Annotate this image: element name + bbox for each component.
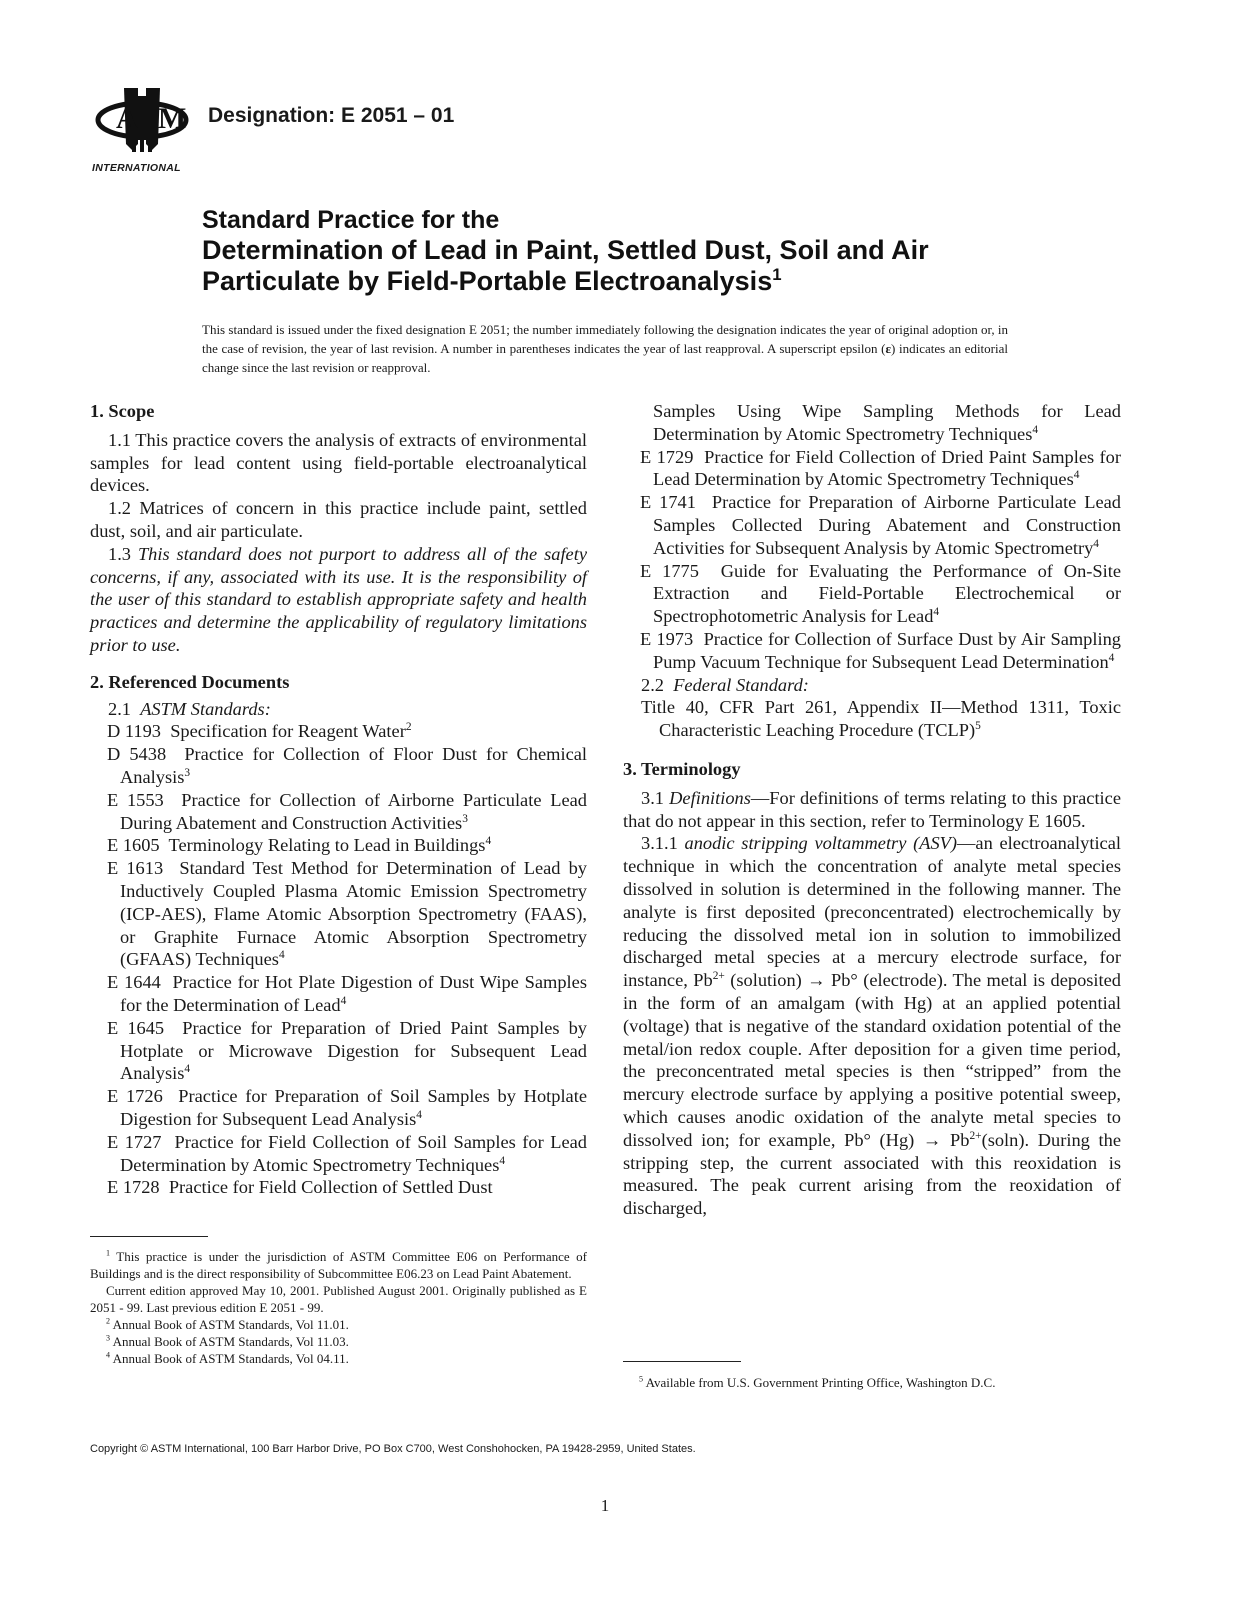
- para-1-3-num: 1.3: [108, 543, 131, 564]
- subsection-2-2: [623, 674, 1121, 697]
- reference-code: E 1775: [640, 560, 699, 581]
- issuance-notice: [202, 320, 1008, 377]
- footnote-mark: 4: [485, 835, 492, 848]
- notice-epsilon: ε: [885, 341, 892, 356]
- reference-entry: [623, 446, 1121, 492]
- footnote-text: Annual Book of ASTM Standards, Vol 04.11.: [112, 1351, 349, 1366]
- reference-title: Practice for Field Collection of Dried Paint Samples for Lead Determination by Atomic Spectrometry Techniques: [653, 446, 1121, 490]
- reference-code: E 1645: [107, 1017, 165, 1038]
- footnote-text: Available from U.S. Government Printing Office, Washington D.C.: [645, 1375, 996, 1390]
- subsection-2-1-num: 2.1: [108, 698, 131, 719]
- footnote-number: 3: [106, 1333, 111, 1343]
- footnote-mark: 4: [933, 606, 940, 619]
- para-3-1-1-text-a: —an electroanalytical technique in which the concentration of analyte metal species dissolved in solution is determined in the following manner. The analyte is first deposited (preconcentrated) electrochemically by reducing the dissolved metal ion in solution to immobilized discharged metal species at a mercury electrode surface, for instance, Pb: [623, 833, 1121, 991]
- subsection-2-1: [90, 698, 587, 721]
- para-1-2: 1.2 Matrices of concern in this practice include paint, settled dust, soil, and air particulate.: [90, 498, 587, 541]
- reference-entry: [90, 1017, 587, 1085]
- footnote-mark: 4: [1093, 537, 1099, 550]
- reference-list-right: [623, 446, 1121, 674]
- title-line-2: Determination of Lead in Paint, Settled Dust, Soil and Air: [202, 235, 929, 265]
- reference-code: E 1726: [107, 1086, 163, 1107]
- reference-code: E 1741: [640, 492, 696, 513]
- footnote-rule-left: [90, 1236, 208, 1237]
- reference-title: Standard Test Method for Determination of Lead by Inductively Coupled Plasma Atomic Emission Spectrometry (ICP-AES), Flame Atomic Absorption Spectrometry (FAAS), or Graphite Furnace Atomic Absorption Spectrometry (GFAAS) Techniques: [120, 858, 587, 970]
- astm-logo: [88, 78, 198, 178]
- title-footnote-mark: 1: [772, 265, 782, 284]
- reference-title: Practice for Collection of Floor Dust for Chemical Analysis: [120, 744, 588, 787]
- para-3-1-num: 3.1: [641, 787, 664, 808]
- right-column: [623, 400, 1121, 1220]
- left-column: [90, 400, 587, 1199]
- subsection-2-1-title: ASTM Standards:: [140, 698, 271, 719]
- footnote: [623, 1374, 1121, 1391]
- reference-title-40-text: Title 40, CFR Part 261, Appendix II—Method 1311, Toxic Characteristic Leaching Procedure (TCLP): [641, 697, 1121, 741]
- reference-title: Practice for Collection of Airborne Particulate Lead During Abatement and Construction Activities: [120, 789, 587, 833]
- charge-superscript: 2+: [969, 1129, 982, 1142]
- svg-text:M: M: [158, 102, 187, 135]
- reference-entry: [90, 743, 587, 789]
- notice-text-1: This standard is issued under the fixed designation E 2051; the number immediately following the designation indicates the year of original adoption or, in the case of revision, the year of last revision. A number in parentheses indicates the year of last reapproval. A superscript epsilon (: [202, 322, 1008, 356]
- reference-code: D 1193: [107, 721, 161, 742]
- para-1-3-text: This standard does not purport to address all of the safety concerns, if any, associated with its use. It is the responsibility of the user of this standard to establish appropriate safety and health practices and determine the applicability of regulatory limitations prior to use.: [90, 543, 587, 655]
- section-1-heading: 1. Scope: [90, 401, 155, 421]
- footnote-mark: 4: [499, 1154, 506, 1167]
- footnote-number: 4: [106, 1350, 111, 1360]
- footnote-text: Annual Book of ASTM Standards, Vol 11.01.: [112, 1317, 349, 1332]
- reference-title: Practice for Collection of Surface Dust by Air Sampling Pump Vacuum Technique for Subsequent Lead Determination: [653, 628, 1121, 672]
- reference-entry: [90, 834, 587, 857]
- reference-code: D 5438: [107, 744, 167, 765]
- logo-text: INTERNATIONAL: [92, 162, 181, 174]
- reference-title: Guide for Evaluating the Performance of On-Site Extraction and Field-Portable Electrochemical or Spectrophotometric Analysis for Lead: [653, 560, 1121, 627]
- designation: Designation: E 2051 – 01: [208, 104, 455, 127]
- svg-text:A: A: [116, 102, 138, 135]
- reference-title: Practice for Preparation of Soil Samples by Hotplate Digestion for Subsequent Lead Analysis: [120, 1086, 587, 1129]
- footnotes-left: [90, 1248, 587, 1367]
- footnote: [90, 1248, 587, 1282]
- footnote-text: This practice is under the jurisdiction of ASTM Committee E06 on Performance of Buildings and is the direct responsibility of Subcommittee E06.23 on Lead Paint Abatement.: [90, 1249, 588, 1281]
- section-2-heading: 2. Referenced Documents: [90, 671, 290, 692]
- document-title: [202, 205, 1062, 297]
- footnote-mark: 5: [975, 720, 981, 733]
- reference-code: E 1613: [107, 858, 164, 879]
- footnote-mark: 4: [184, 1063, 191, 1076]
- title-line-3-text: Particulate by Field-Portable Electroanalysis: [202, 266, 773, 296]
- footnote-number: 5: [639, 1374, 644, 1384]
- footnote-mark: 4: [340, 994, 347, 1007]
- reference-entry: [623, 560, 1121, 628]
- reference-title: Terminology Relating to Lead in Buildings: [168, 835, 486, 856]
- footnote: [90, 1316, 587, 1333]
- footnote-text: Annual Book of ASTM Standards, Vol 11.03.: [112, 1334, 349, 1349]
- para-3-1: [623, 787, 1121, 833]
- footnote-rule-right: [623, 1361, 741, 1362]
- footnote: [90, 1333, 587, 1350]
- para-1-3: [90, 543, 587, 657]
- subsection-2-2-num: 2.2: [641, 674, 664, 695]
- reference-title: Practice for Field Collection of Soil Samples for Lead Determination by Atomic Spectrometry Techniques: [120, 1131, 587, 1175]
- footnote-number: 2: [106, 1316, 111, 1326]
- footnote-mark: 4: [278, 949, 285, 962]
- footnote-text: Current edition approved May 10, 2001. Published August 2001. Originally published as E 2051 - 99. Last previous edition E 2051 - 99.: [90, 1283, 587, 1315]
- reference-entry: [90, 789, 587, 835]
- reference-code: E 1728: [107, 1177, 160, 1198]
- reference-entry: [90, 857, 587, 971]
- footnote-mark: 3: [184, 766, 191, 779]
- reference-list-left: [90, 720, 587, 1199]
- footnote-mark: 3: [462, 812, 468, 825]
- footnote: [90, 1350, 587, 1367]
- para-3-1-1-term: anodic stripping voltammetry (ASV): [684, 833, 958, 854]
- reference-entry: [90, 1131, 587, 1177]
- para-3-1-term: Definitions: [669, 787, 751, 808]
- para-3-1-1-text-b: (solution) → Pb° (electrode). The metal is deposited in the form of an amalgam (with Hg) at an applied potential (voltage) that is negative of the standard oxidation potential of the metal/ion redox couple. After deposition for a given time period, the preconcentrated metal species is then “stripped” from the mercury electrode surface by applying a positive potential sweep, which causes anodic oxidation of the analyte metal species to dissolved ion; for example, Pb° (Hg) → Pb: [623, 970, 1121, 1150]
- footnote-mark: 4: [416, 1108, 422, 1121]
- reference-code: E 1727: [107, 1131, 162, 1152]
- para-3-1-1-text-c: (soln). During the stripping step, the current associated with this reoxidation is measured. The peak current arising from the reoxidation of discharged,: [623, 1129, 1121, 1219]
- reference-e1728-continued-text: Samples Using Wipe Sampling Methods for Lead Determination by Atomic Spectrometry Techniques: [653, 401, 1121, 444]
- footnotes-right: [623, 1374, 1121, 1391]
- notice-text-2: ) indicates an editorial change since the last revision or reapproval.: [202, 341, 1008, 375]
- para-1-1: 1.1 This practice covers the analysis of extracts of environmental samples for lead content using field-portable electroanalytical devices.: [90, 429, 587, 496]
- reference-title: Practice for Preparation of Dried Paint Samples by Hotplate or Microwave Digestion for Subsequent Lead Analysis: [120, 1017, 587, 1084]
- reference-title-40: [623, 696, 1121, 742]
- footnote-mark: 4: [1032, 423, 1039, 436]
- footnote-mark: 4: [1108, 651, 1115, 664]
- section-3-heading: 3. Terminology: [623, 758, 741, 779]
- reference-entry: [623, 491, 1121, 559]
- footnote: [90, 1282, 587, 1316]
- reference-entry: [90, 720, 587, 743]
- reference-e1728-continued: [623, 400, 1121, 446]
- footnote-number: 1: [106, 1248, 111, 1258]
- reference-entry: [90, 971, 587, 1017]
- subsection-2-2-title: Federal Standard:: [673, 674, 809, 695]
- footnote-mark: 2: [405, 721, 412, 734]
- para-3-1-1: [623, 832, 1121, 1220]
- title-line-3: [202, 266, 1062, 297]
- reference-code: E 1644: [107, 972, 161, 993]
- copyright-line: Copyright © ASTM International, 100 Barr Harbor Drive, PO Box C700, West Conshohocken, PA 19428-2959, United States.: [90, 1443, 696, 1455]
- reference-code: E 1973: [640, 628, 694, 649]
- reference-code: E 1553: [107, 789, 164, 810]
- reference-title: Specification for Reagent Water: [170, 721, 406, 742]
- footnote-mark: 4: [1073, 469, 1080, 482]
- title-line-1: Standard Practice for the: [202, 206, 500, 234]
- para-3-1-text: —For definitions of terms relating to this practice that do not appear in this section, refer to Terminology E 1605.: [623, 787, 1121, 831]
- para-3-1-1-num: 3.1.1: [641, 833, 678, 854]
- page-number: 1: [600, 1496, 610, 1515]
- charge-superscript: 2+: [712, 970, 725, 982]
- reference-title: Practice for Hot Plate Digestion of Dust Wipe Samples for the Determination of Lead: [120, 972, 587, 1015]
- reference-code: E 1729: [640, 446, 694, 467]
- reference-entry: [623, 628, 1121, 674]
- reference-title: Practice for Preparation of Airborne Particulate Lead Samples Collected During Abatement and Construction Activities for Subsequent Analysis by Atomic Spectrometry: [653, 492, 1121, 558]
- reference-entry: [90, 1085, 587, 1131]
- reference-code: E 1605: [107, 835, 160, 856]
- reference-entry: [90, 1176, 587, 1199]
- reference-title: Practice for Field Collection of Settled Dust: [168, 1177, 493, 1198]
